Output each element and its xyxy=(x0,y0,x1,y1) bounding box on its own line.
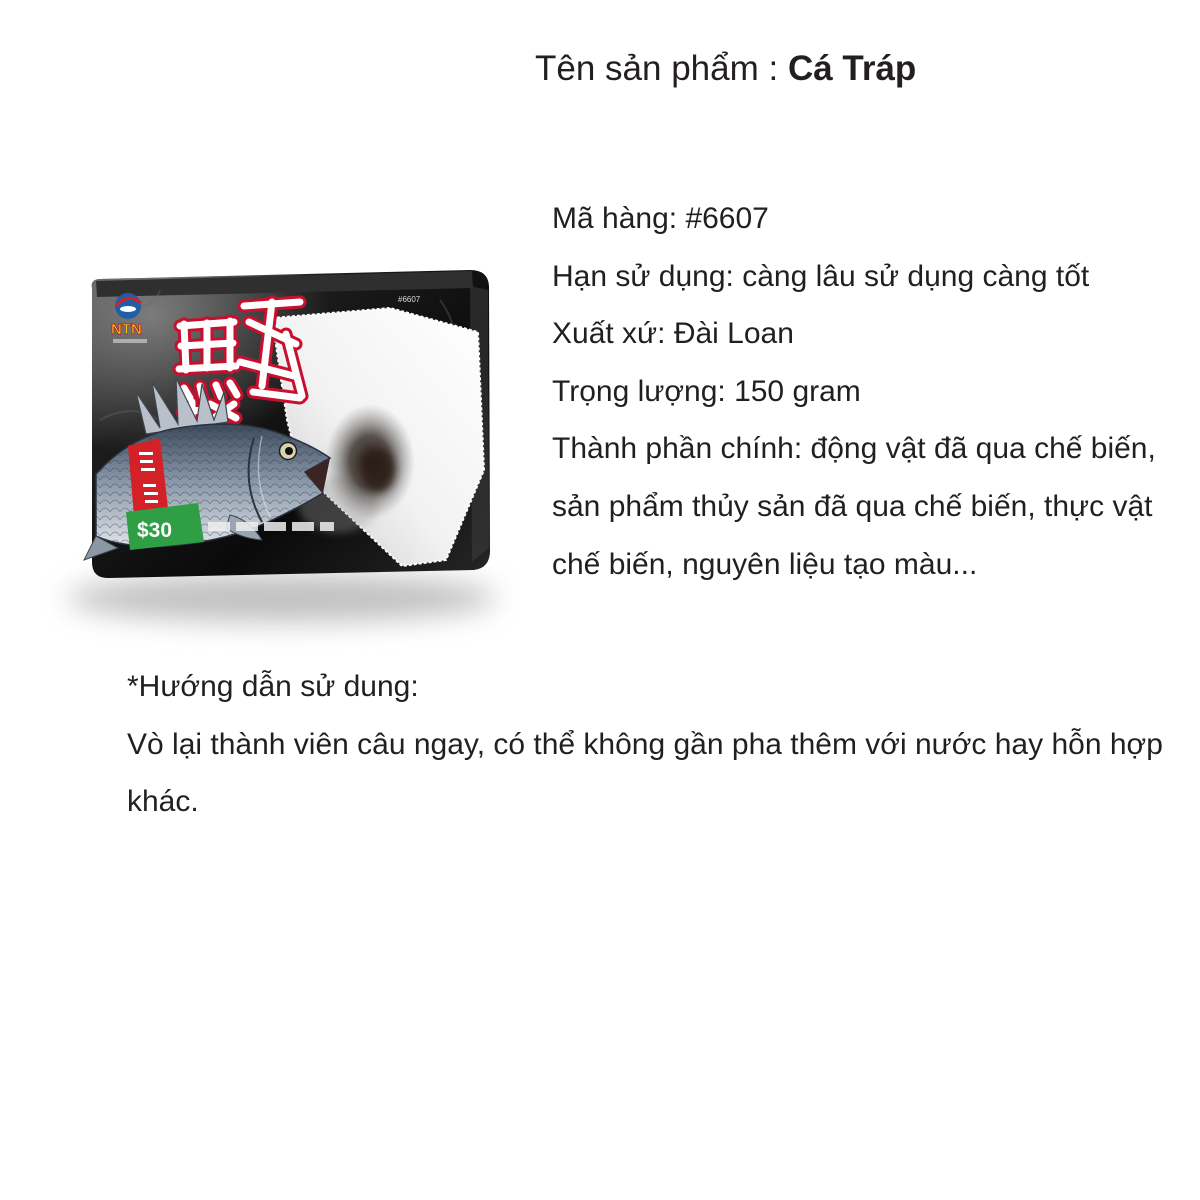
product-name: Cá Tráp xyxy=(787,49,917,88)
detail-label: Mã hàng: xyxy=(552,202,678,235)
brand-name: NTN xyxy=(111,321,142,338)
bag-shadow xyxy=(67,574,497,622)
detail-value: #6607 xyxy=(685,202,769,235)
detail-row-weight xyxy=(552,363,1177,421)
detail-value: động vật đã qua chế biến, sản phẩm thủy sản đã qua chế biến, thực vật chế biến, nguyên liệu tạo màu... xyxy=(552,432,1156,581)
detail-value: Đài Loan xyxy=(673,317,794,351)
detail-label: Hạn sử dụng: xyxy=(552,259,734,293)
usage-heading: *Hướng dẫn sử dung: xyxy=(127,670,419,703)
price-label: $30 xyxy=(137,519,173,542)
bag-product-code: #6607 xyxy=(398,295,421,304)
product-details xyxy=(552,190,1177,593)
detail-row-expiry xyxy=(552,248,1177,306)
detail-value: 150 gram xyxy=(734,374,861,408)
detail-value: càng lâu sử dụng càng tốt xyxy=(742,259,1090,293)
detail-row-origin xyxy=(552,305,1177,363)
title-prefix: Tên sản phẩm : xyxy=(535,49,779,88)
detail-label: Trọng lượng: xyxy=(552,374,726,408)
detail-row-code xyxy=(552,190,1177,248)
usage-section xyxy=(127,658,1187,831)
product-photo xyxy=(40,250,520,650)
detail-label: Xuất xứ: xyxy=(552,317,666,351)
usage-text: Vò lại thành viên câu ngay, có thể không gần pha thêm với nước hay hỗn hợp khác. xyxy=(127,727,1163,819)
detail-row-ingredients xyxy=(552,420,1177,593)
page-title xyxy=(535,48,916,90)
detail-label: Thành phần chính: xyxy=(552,432,803,466)
